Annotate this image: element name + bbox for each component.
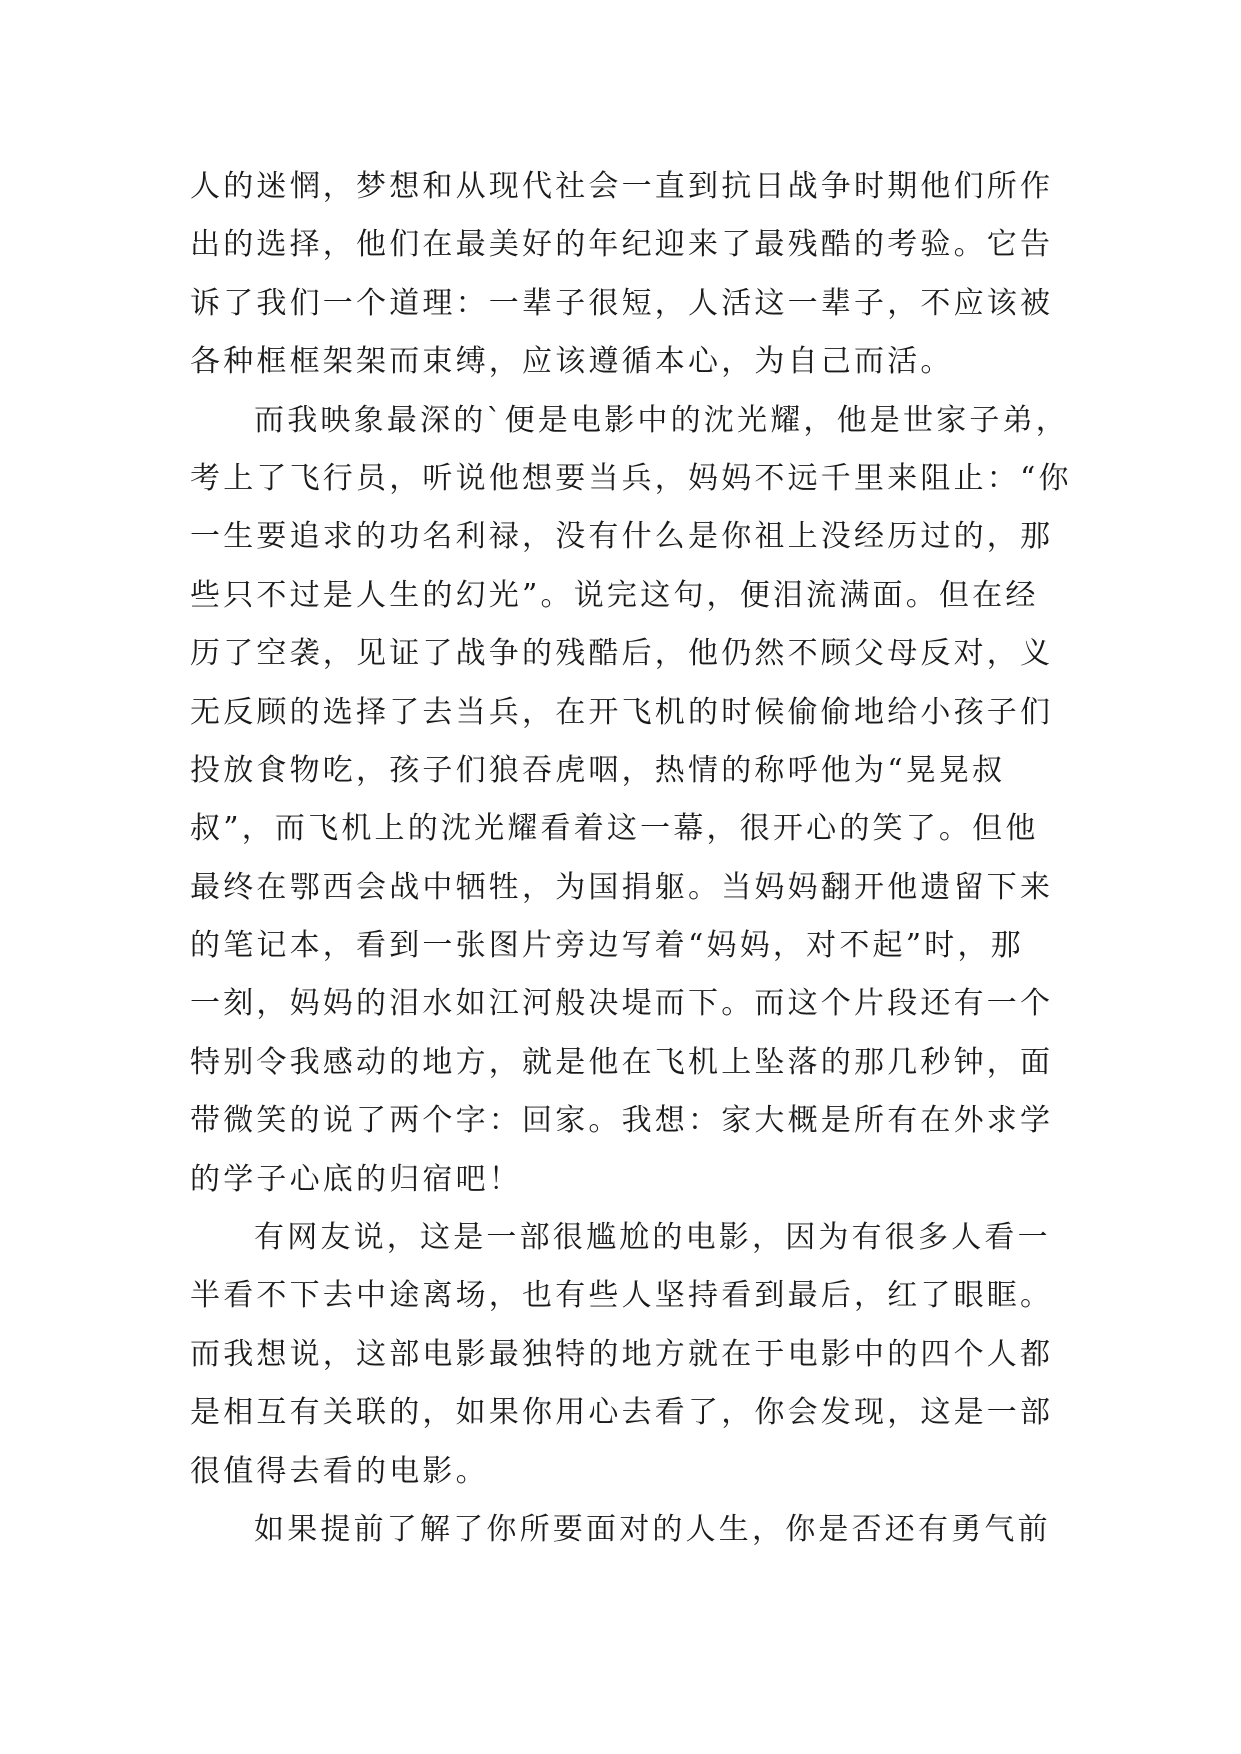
text-line: 最终在鄂西会战中牺牲，为国捐躯。当妈妈翻开他遗留下来: [190, 869, 1054, 905]
text-line: 半看不下去中途离场，也有些人坚持看到最后，红了眼眶。: [190, 1278, 1054, 1314]
text-line: 诉了我们一个道理：一辈子很短，人活这一辈子，不应该被: [190, 285, 1054, 321]
text-line: 特别令我感动的地方，就是他在飞机上坠落的那几秒钟，面: [190, 1044, 1054, 1080]
text-line: 历了空袭，见证了战争的残酷后，他仍然不顾父母反对，义: [190, 636, 1054, 672]
body-text: [190, 158, 1072, 1559]
text-line: 无反顾的选择了去当兵，在开飞机的时候偷偷地给小孩子们: [190, 694, 1054, 730]
text-line: 各种框框架架而束缚，应该遵循本心，为自己而活。: [190, 344, 954, 380]
text-line: 出的选择，他们在最美好的年纪迎来了最残酷的考验。它告: [190, 227, 1054, 263]
text-line: 带微笑的说了两个字：回家。我想：家大概是所有在外求学: [190, 1103, 1054, 1139]
text-line: 很值得去看的电影。: [190, 1453, 489, 1489]
text-line: 人的迷惘，梦想和从现代社会一直到抗日战争时期他们所作: [190, 169, 1054, 204]
paragraph-start-line: 如果提前了解了你所要面对的人生，你是否还有勇气前: [254, 1511, 1051, 1547]
paragraph-start-line: 有网友说，这是一部很尴尬的电影，因为有很多人看一: [254, 1220, 1051, 1256]
text-line: 投放食物吃，孩子们狼吞虎咽，热情的称呼他为“晃晃叔: [190, 752, 1006, 788]
text-line: 些只不过是人生的幻光”。说完这句，便泪流满面。但在经: [190, 577, 1039, 613]
text-line: 一生要追求的功名利禄，没有什么是你祖上没经历过的，那: [190, 519, 1054, 555]
text-line: 而我想说，这部电影最独特的地方就在于电影中的四个人都: [190, 1336, 1054, 1372]
text-line: 的笔记本，看到一张图片旁边写着“妈妈，对不起”时，那: [190, 928, 1024, 964]
text-line: 是相互有关联的，如果你用心去看了，你会发现，这是一部: [190, 1395, 1054, 1431]
text-line: 考上了飞行员，听说他想要当兵，妈妈不远千里来阻止：“你: [190, 460, 1072, 496]
text-line: 叔”，而飞机上的沈光耀看着这一幕，很开心的笑了。但他: [190, 811, 1039, 847]
text-line: 的学子心底的归宿吧！: [190, 1161, 522, 1197]
paragraph-start-line: 而我映象最深的`便是电影中的沈光耀，他是世家子弟，: [254, 402, 1069, 438]
text-line: 一刻，妈妈的泪水如江河般决堤而下。而这个片段还有一个: [190, 986, 1054, 1022]
